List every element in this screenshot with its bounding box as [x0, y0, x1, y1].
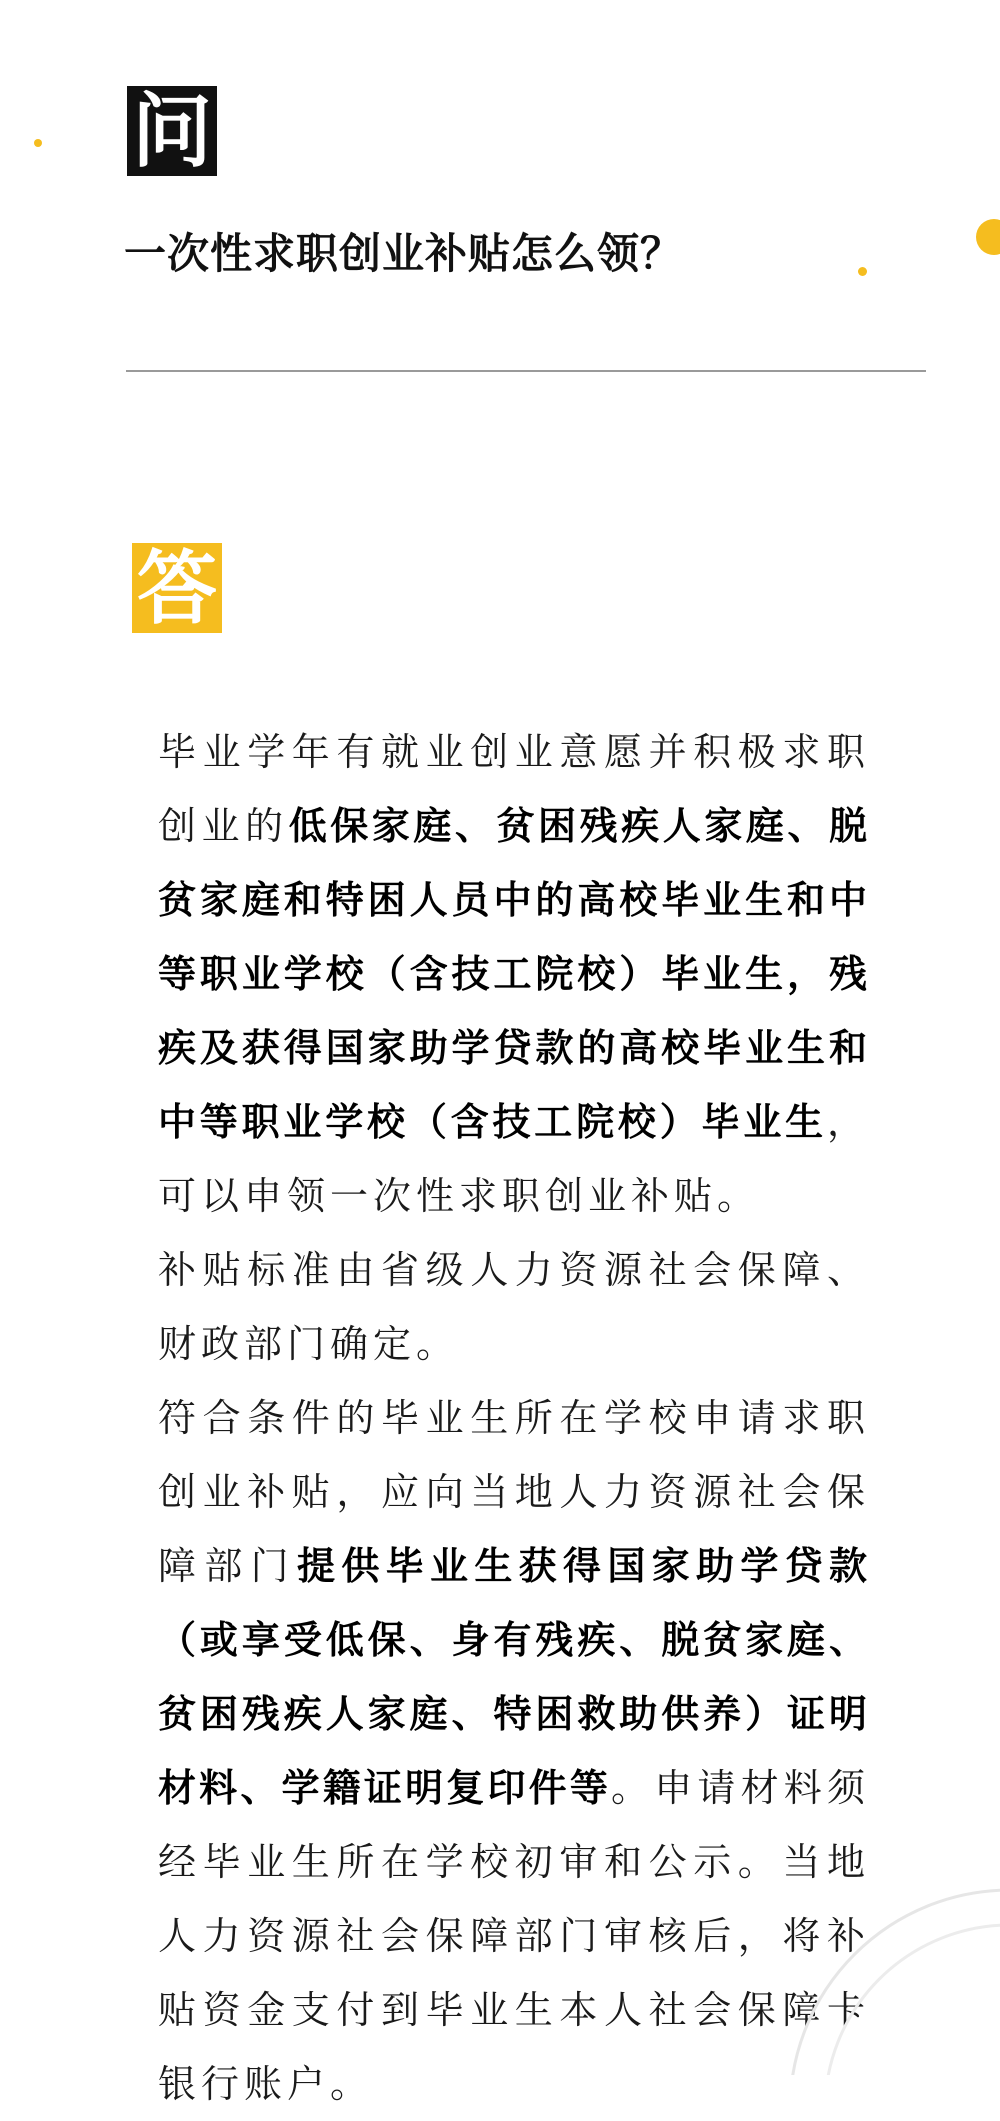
question-title: 一次性求职创业补贴怎么领？ — [124, 229, 684, 278]
answer-icon: 答 — [132, 543, 222, 633]
answer-text: 。申请材料须经毕业生所在学校初审和公示。当地人力资源社会保障部门审核后，将补贴资金支付到毕业生本人社会保障卡银行账户。 — [158, 1766, 870, 2106]
divider — [126, 370, 926, 372]
answer-text-bold: 低保家庭、贫困残疾人家庭、脱贫家庭和特困人员中的高校毕业生和中等职业学校（含技工院校）毕业生，残疾及获得国家助学贷款的高校毕业生和中等职业学校（含技工院校）毕业生 — [158, 804, 870, 1144]
answer-text: 补贴标准由省级人力资源社会保障、财政部门确定。 — [158, 1248, 870, 1366]
question-icon: 问 — [127, 86, 217, 176]
decorative-circles — [700, 1880, 1000, 2075]
decorative-dot — [976, 219, 1000, 255]
answer-text: 毕业学年有就业创业意愿并积极求职创业的 — [158, 730, 870, 848]
answer-paragraph — [158, 1233, 870, 1381]
decorative-dot — [34, 139, 42, 147]
answer-paragraph — [158, 715, 870, 1233]
answer-text-bold: 提供毕业生获得国家助学贷款（或享受低保、身有残疾、脱贫家庭、贫困残疾人家庭、特困救助供养）证明材料、学籍证明复印件等 — [158, 1544, 870, 1810]
answer-text: ，可以申领一次性求职创业补贴。 — [158, 1100, 870, 1218]
answer-text: 符合条件的毕业生所在学校申请求职创业补贴，应向当地人力资源社会保障部门 — [158, 1396, 870, 1588]
